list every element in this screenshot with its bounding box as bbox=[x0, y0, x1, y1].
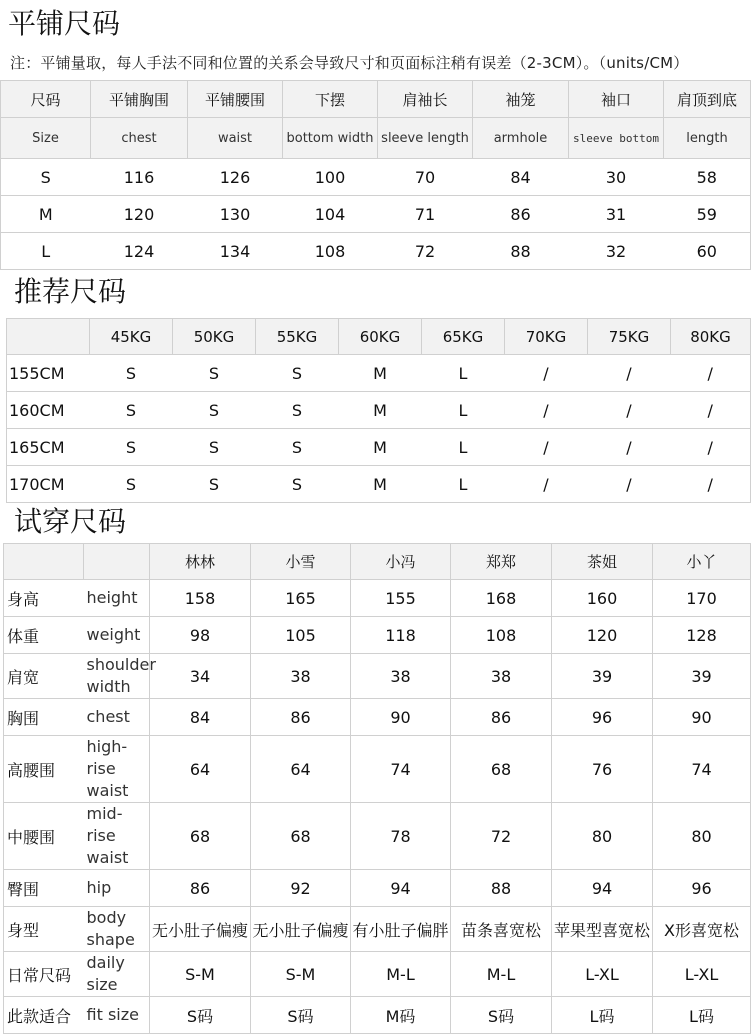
col-header-en: Size bbox=[1, 118, 91, 159]
table-cell: 124 bbox=[91, 233, 188, 270]
row-label-en: body shape bbox=[84, 907, 150, 952]
table-cell: 31 bbox=[569, 196, 664, 233]
table-cell: S码 bbox=[251, 997, 351, 1034]
table-row bbox=[4, 870, 751, 907]
table-cell: 60 bbox=[664, 233, 751, 270]
table-cell: 86 bbox=[451, 699, 552, 736]
table-cell: 71 bbox=[378, 196, 473, 233]
table-cell: L bbox=[422, 429, 505, 466]
col-header: 尺码 bbox=[1, 81, 91, 118]
recommend-size-table bbox=[6, 318, 751, 503]
table-cell: / bbox=[505, 355, 588, 392]
row-label-en: height bbox=[84, 580, 150, 617]
table-cell: 86 bbox=[150, 870, 251, 907]
table-cell: S码 bbox=[451, 997, 552, 1034]
model-name: 郑郑 bbox=[451, 544, 552, 580]
table-cell: 64 bbox=[150, 736, 251, 803]
table-cell: S bbox=[173, 429, 256, 466]
table-cell: 80 bbox=[552, 803, 653, 870]
table-cell: 160 bbox=[552, 580, 653, 617]
row-label-cn: 胸围 bbox=[4, 699, 84, 736]
tryon-size-title: 试穿尺码 bbox=[14, 505, 127, 538]
table-cell: 165 bbox=[251, 580, 351, 617]
table-cell: L bbox=[422, 466, 505, 503]
table-cell: 158 bbox=[150, 580, 251, 617]
table-cell: 88 bbox=[473, 233, 569, 270]
model-name: 林林 bbox=[150, 544, 251, 580]
col-header: 平铺胸围 bbox=[91, 81, 188, 118]
table-cell: 90 bbox=[653, 699, 751, 736]
table-cell: 59 bbox=[664, 196, 751, 233]
table-cell: 94 bbox=[552, 870, 653, 907]
table-cell: / bbox=[671, 429, 751, 466]
col-header: 下摆 bbox=[283, 81, 378, 118]
col-header bbox=[7, 319, 90, 355]
table-cell: 104 bbox=[283, 196, 378, 233]
table-cell: S bbox=[173, 355, 256, 392]
row-label-en: daily size bbox=[84, 952, 150, 997]
model-name: 小丫 bbox=[653, 544, 751, 580]
col-header-en: sleeve length bbox=[378, 118, 473, 159]
row-label-cn: 身型 bbox=[4, 907, 84, 952]
table-cell: 168 bbox=[451, 580, 552, 617]
table-cell: 126 bbox=[188, 159, 283, 196]
table-cell: 96 bbox=[653, 870, 751, 907]
col-header-en: waist bbox=[188, 118, 283, 159]
table-cell: L bbox=[1, 233, 91, 270]
col-header: 55KG bbox=[256, 319, 339, 355]
table-cell: S-M bbox=[150, 952, 251, 997]
table-row bbox=[4, 803, 751, 870]
table-cell: 86 bbox=[251, 699, 351, 736]
table-cell: S bbox=[256, 429, 339, 466]
table-cell: 118 bbox=[351, 617, 451, 654]
table-cell: 105 bbox=[251, 617, 351, 654]
table-cell: M bbox=[339, 392, 422, 429]
table-cell: M bbox=[339, 355, 422, 392]
col-header: 70KG bbox=[505, 319, 588, 355]
table-row bbox=[4, 580, 751, 617]
table-row bbox=[4, 736, 751, 803]
table-cell: 120 bbox=[91, 196, 188, 233]
recommend-header-row bbox=[7, 319, 751, 355]
table-cell: / bbox=[505, 392, 588, 429]
table-cell: S bbox=[90, 392, 173, 429]
col-header: 45KG bbox=[90, 319, 173, 355]
row-label-cn: 臀围 bbox=[4, 870, 84, 907]
table-cell: 68 bbox=[451, 736, 552, 803]
table-cell: / bbox=[588, 429, 671, 466]
col-header-en: sleeve bottom bbox=[569, 118, 664, 159]
tryon-header-row bbox=[4, 544, 751, 580]
col-header-en: length bbox=[664, 118, 751, 159]
col-header: 80KG bbox=[671, 319, 751, 355]
table-row bbox=[7, 392, 751, 429]
table-cell: 68 bbox=[150, 803, 251, 870]
table-cell: 苗条喜宽松 bbox=[451, 907, 552, 952]
table-row bbox=[4, 997, 751, 1034]
table-cell: S bbox=[256, 466, 339, 503]
table-cell: 78 bbox=[351, 803, 451, 870]
table-cell: 30 bbox=[569, 159, 664, 196]
row-label-en: shoulder width bbox=[84, 654, 150, 699]
table-cell: L bbox=[422, 392, 505, 429]
col-header-en: armhole bbox=[473, 118, 569, 159]
col-header: 平铺腰围 bbox=[188, 81, 283, 118]
table-cell: 100 bbox=[283, 159, 378, 196]
table-row bbox=[7, 355, 751, 392]
table-cell: 116 bbox=[91, 159, 188, 196]
table-cell: M-L bbox=[351, 952, 451, 997]
row-label-cn: 中腰围 bbox=[4, 803, 84, 870]
table-cell: 160CM bbox=[7, 392, 90, 429]
table-cell: 84 bbox=[473, 159, 569, 196]
table-cell: S bbox=[90, 466, 173, 503]
col-header: 75KG bbox=[588, 319, 671, 355]
table-row bbox=[1, 159, 751, 196]
row-label-cn: 体重 bbox=[4, 617, 84, 654]
row-label-en: weight bbox=[84, 617, 150, 654]
table-cell: / bbox=[505, 466, 588, 503]
row-label-cn: 肩宽 bbox=[4, 654, 84, 699]
table-cell: 38 bbox=[451, 654, 552, 699]
row-label-cn: 高腰围 bbox=[4, 736, 84, 803]
col-header: 袖笼 bbox=[473, 81, 569, 118]
table-cell: 72 bbox=[451, 803, 552, 870]
tryon-size-table bbox=[3, 543, 751, 1034]
table-cell: 94 bbox=[351, 870, 451, 907]
table-cell: S bbox=[1, 159, 91, 196]
table-row bbox=[1, 196, 751, 233]
col-header: 65KG bbox=[422, 319, 505, 355]
table-cell: M bbox=[339, 429, 422, 466]
table-cell: L bbox=[422, 355, 505, 392]
table-cell: S bbox=[256, 355, 339, 392]
table-row bbox=[1, 233, 751, 270]
col-header: 50KG bbox=[173, 319, 256, 355]
col-header-en: bottom width bbox=[283, 118, 378, 159]
col-header: 肩顶到底 bbox=[664, 81, 751, 118]
table-cell: L-XL bbox=[653, 952, 751, 997]
table-cell: 有小肚子偏胖 bbox=[351, 907, 451, 952]
table-row bbox=[4, 952, 751, 997]
table-row bbox=[7, 466, 751, 503]
table-cell: 68 bbox=[251, 803, 351, 870]
table-cell: M码 bbox=[351, 997, 451, 1034]
flat-size-title: 平铺尺码 bbox=[8, 7, 121, 40]
table-cell: S bbox=[256, 392, 339, 429]
flat-header-en-row bbox=[1, 118, 751, 159]
table-row bbox=[4, 617, 751, 654]
table-cell: 无小肚子偏瘦 bbox=[251, 907, 351, 952]
table-cell: M bbox=[1, 196, 91, 233]
table-row bbox=[7, 429, 751, 466]
table-cell: 39 bbox=[552, 654, 653, 699]
table-cell: L码 bbox=[653, 997, 751, 1034]
table-cell: S bbox=[173, 392, 256, 429]
table-cell: S bbox=[173, 466, 256, 503]
table-cell: 92 bbox=[251, 870, 351, 907]
table-cell: L-XL bbox=[552, 952, 653, 997]
table-cell: 120 bbox=[552, 617, 653, 654]
table-cell: S bbox=[90, 355, 173, 392]
col-header: 肩袖长 bbox=[378, 81, 473, 118]
table-cell: / bbox=[588, 392, 671, 429]
table-cell: 130 bbox=[188, 196, 283, 233]
table-cell: 39 bbox=[653, 654, 751, 699]
table-cell: 34 bbox=[150, 654, 251, 699]
table-cell: 90 bbox=[351, 699, 451, 736]
table-cell: / bbox=[588, 466, 671, 503]
table-row bbox=[4, 699, 751, 736]
col-header-en: chest bbox=[91, 118, 188, 159]
table-cell: 38 bbox=[351, 654, 451, 699]
row-label-cn: 此款适合 bbox=[4, 997, 84, 1034]
table-cell: 165CM bbox=[7, 429, 90, 466]
row-label-en: chest bbox=[84, 699, 150, 736]
table-cell: 128 bbox=[653, 617, 751, 654]
table-cell: 38 bbox=[251, 654, 351, 699]
row-label-en: mid-rise waist bbox=[84, 803, 150, 870]
table-cell: 134 bbox=[188, 233, 283, 270]
row-label-cn: 身高 bbox=[4, 580, 84, 617]
empty-header bbox=[4, 544, 84, 580]
table-cell: M-L bbox=[451, 952, 552, 997]
table-cell: / bbox=[505, 429, 588, 466]
table-cell: 155CM bbox=[7, 355, 90, 392]
table-cell: 86 bbox=[473, 196, 569, 233]
table-row bbox=[4, 907, 751, 952]
table-cell: / bbox=[588, 355, 671, 392]
table-cell: 98 bbox=[150, 617, 251, 654]
row-label-cn: 日常尺码 bbox=[4, 952, 84, 997]
table-cell: M bbox=[339, 466, 422, 503]
table-cell: 84 bbox=[150, 699, 251, 736]
table-cell: 72 bbox=[378, 233, 473, 270]
table-cell: 88 bbox=[451, 870, 552, 907]
table-cell: / bbox=[671, 392, 751, 429]
table-cell: 70 bbox=[378, 159, 473, 196]
row-label-en: hip bbox=[84, 870, 150, 907]
col-header: 60KG bbox=[339, 319, 422, 355]
flat-header-cn-row bbox=[1, 81, 751, 118]
model-name: 茶姐 bbox=[552, 544, 653, 580]
model-name: 小冯 bbox=[351, 544, 451, 580]
measurement-note: 注：平铺量取，每人手法不同和位置的关系会导致尺寸和页面标注稍有误差（2-3CM）。（units/CM） bbox=[10, 54, 689, 72]
table-cell: 76 bbox=[552, 736, 653, 803]
table-cell: S-M bbox=[251, 952, 351, 997]
table-cell: 无小肚子偏瘦 bbox=[150, 907, 251, 952]
table-cell: 74 bbox=[351, 736, 451, 803]
table-cell: 32 bbox=[569, 233, 664, 270]
table-cell: / bbox=[671, 466, 751, 503]
row-label-en: fit size bbox=[84, 997, 150, 1034]
table-cell: X形喜宽松 bbox=[653, 907, 751, 952]
table-cell: 170 bbox=[653, 580, 751, 617]
table-cell: S bbox=[90, 429, 173, 466]
table-cell: 80 bbox=[653, 803, 751, 870]
table-cell: 苹果型喜宽松 bbox=[552, 907, 653, 952]
table-cell: 108 bbox=[283, 233, 378, 270]
row-label-en: high-rise waist bbox=[84, 736, 150, 803]
recommend-size-title: 推荐尺码 bbox=[14, 275, 127, 308]
table-cell: L码 bbox=[552, 997, 653, 1034]
flat-size-table bbox=[0, 80, 751, 270]
table-cell: 170CM bbox=[7, 466, 90, 503]
table-cell: 96 bbox=[552, 699, 653, 736]
table-row bbox=[4, 654, 751, 699]
table-cell: 58 bbox=[664, 159, 751, 196]
table-cell: S码 bbox=[150, 997, 251, 1034]
table-cell: 108 bbox=[451, 617, 552, 654]
col-header: 袖口 bbox=[569, 81, 664, 118]
table-cell: 74 bbox=[653, 736, 751, 803]
table-cell: 64 bbox=[251, 736, 351, 803]
table-cell: / bbox=[671, 355, 751, 392]
model-name: 小雪 bbox=[251, 544, 351, 580]
empty-header bbox=[84, 544, 150, 580]
table-cell: 155 bbox=[351, 580, 451, 617]
